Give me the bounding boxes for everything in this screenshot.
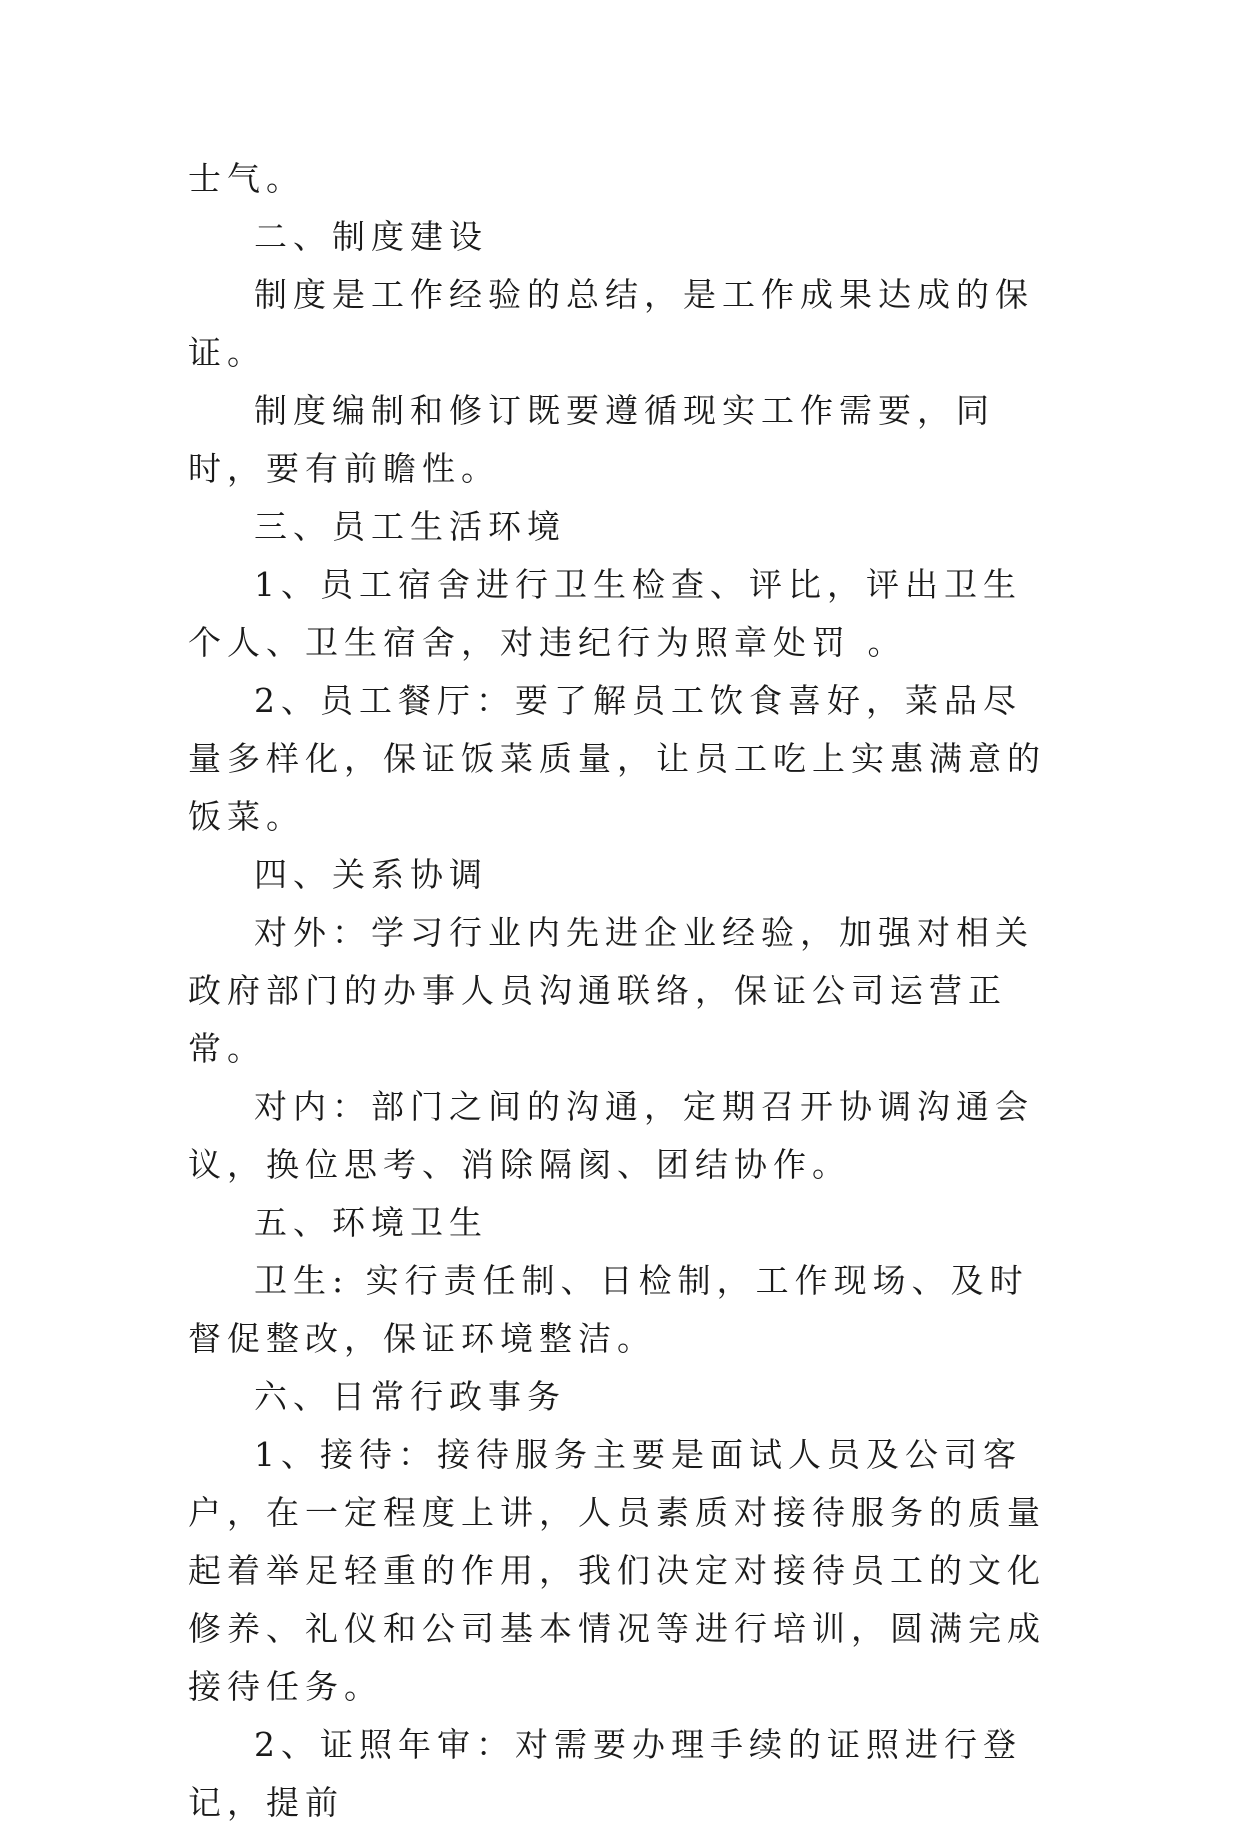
paragraph: 2、员工餐厅：要了解员工饮食喜好，菜品尽量多样化，保证饭菜质量，让员工吃上实惠满意的饭菜。: [188, 681, 1046, 836]
paragraph: 对外：学习行业内先进企业经验，加强对相关政府部门的办事人员沟通联络，保证公司运营正常。: [188, 913, 1034, 1068]
paragraph: 卫生: 实行责任制、日检制，工作现场、及时督促整改，保证环境整洁。: [188, 1261, 1029, 1358]
section-heading: 四、关系协调: [254, 855, 488, 894]
document-body: [188, 150, 1058, 1832]
paragraph: 对内：部门之间的沟通，定期召开协调沟通会议，换位思考、消除隔阂、团结协作。: [188, 1087, 1034, 1184]
section-heading: 三、员工生活环境: [254, 507, 566, 546]
section-heading: 六、日常行政事务: [254, 1377, 566, 1416]
section-heading: 五、环境卫生: [254, 1203, 488, 1242]
section-heading: 二、制度建设: [254, 217, 488, 256]
paragraph: 制度编制和修订既要遵循现实工作需要，同时，要有前瞻性。: [188, 391, 995, 488]
paragraph: 1、接待：接待服务主要是面试人员及公司客户，在一定程度上讲，人员素质对接待服务的质量起着举足轻重的作用，我们决定对接待员工的文化修养、礼仪和公司基本情况等进行培训，圆满完成接待任务。: [188, 1435, 1046, 1706]
paragraph: 1、员工宿舍进行卫生检查、评比，评出卫生个人、卫生宿舍，对违纪行为照章处罚 。: [188, 565, 1022, 662]
paragraph: 士气。: [188, 159, 305, 198]
paragraph: 制度是工作经验的总结，是工作成果达成的保证。: [188, 275, 1034, 372]
paragraph: 2、证照年审：对需要办理手续的证照进行登记，提前: [188, 1725, 1022, 1822]
